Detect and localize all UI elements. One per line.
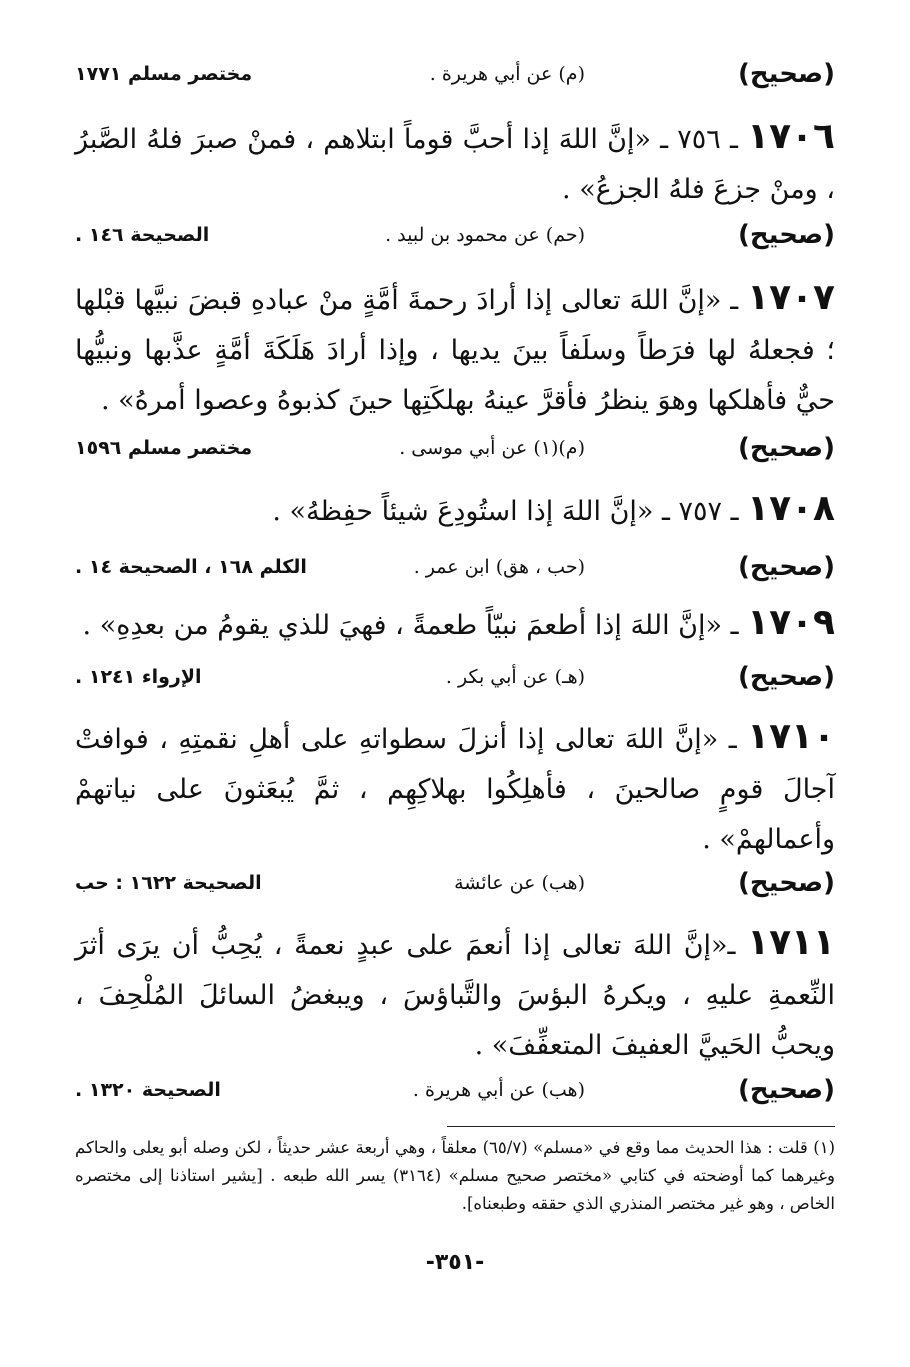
hadith-number: ١٧٠٩ [747, 602, 835, 643]
grade-row [75, 213, 835, 257]
hadith-text [75, 273, 835, 426]
source-attribution: (حب ، هق) ابن عمر . [413, 556, 585, 578]
hadith-number: ١٧٠٦ [747, 116, 835, 157]
hadith-body: ـ «إنَّ اللهَ تعالى إذا أنزلَ سطواتهِ على أهلِ نقمتِهِ ، فوافتْ آجالَ قومٍ صالحينَ ، فأهلِكُوا بهلاكِهِم ، ثمَّ يُبعَثونَ على نياتهمْ وأعمالهمْ» . [75, 724, 835, 855]
grade-label: (صحيح) [738, 552, 835, 582]
grade-row [75, 545, 835, 589]
grade-label: (صحيح) [738, 868, 835, 898]
source-attribution: (هب) عن عائشة [454, 872, 585, 894]
hadith-body: ـ ٧٥٦ ـ «إنَّ اللهَ إذا أحبَّ قوماً ابتلاهم ، فمنْ صبرَ فلهُ الصَّبرُ ، ومنْ جزعَ فلهُ الجزعُ» . [75, 124, 835, 205]
source-attribution: (م) عن أبي هريرة . [429, 63, 585, 85]
hadith-text [75, 484, 835, 537]
hadith-number: ١٧١١ [747, 922, 835, 963]
grade-row [75, 861, 835, 905]
hadith-number: ١٧٠٨ [747, 488, 835, 529]
grade-row [75, 426, 835, 470]
grade-label: (صحيح) [738, 220, 835, 250]
grade-label: (صحيح) [738, 433, 835, 463]
reference: الإرواء ١٢٤١ . [75, 666, 202, 688]
grade-row [75, 655, 835, 699]
hadith-text [75, 918, 835, 1071]
hadith-text [75, 712, 835, 865]
source-attribution: (هـ) عن أبي بكر . [445, 666, 585, 688]
footnote-divider [447, 1126, 835, 1127]
hadith-number: ١٧٠٧ [747, 277, 835, 318]
book-page [75, 0, 835, 1367]
reference: الصحيحة ١٦٢٢ : حب [75, 872, 262, 894]
grade-row [75, 52, 835, 96]
reference: مختصر مسلم ١٥٩٦ [75, 437, 253, 459]
hadith-number: ١٧١٠ [747, 716, 835, 757]
grade-label: (صحيح) [738, 1075, 835, 1105]
source-attribution: (م)(١) عن أبي موسى . [399, 437, 585, 459]
source-attribution: (هب) عن أبي هريرة . [412, 1079, 585, 1101]
grade-row [75, 1068, 835, 1112]
hadith-body: ـ «إنَّ اللهَ إذا أطعمَ نبيّاً طعمةً ، فهيَ للذي يقومُ من بعدِهِ» . [82, 610, 739, 641]
reference: الصحيحة ١٣٢٠ . [75, 1079, 221, 1101]
grade-label: (صحيح) [738, 59, 835, 89]
footnote: (١) قلت : هذا الحديث مما وقع في «مسلم» (٦٥/٧) معلقاً ، وهي أربعة عشر حديثاً ، لكن وصله أبو يعلى والحاكم وغيرهما كما أوضحته في كتابي «مختصر صحيح مسلم» (٣١٦٤) يسر الله طبعه . [يشير استاذنا إلى مختصره الخاص ، وهو غير مختصر المنذري الذي حققه وطبعناه]. [75, 1138, 835, 1213]
source-attribution: (حم) عن محمود بن لبيد . [385, 224, 585, 246]
hadith-body: ـ «إنَّ اللهَ تعالى إذا أرادَ رحمةَ أمَّةٍ منْ عبادهِ قبضَ نبيَّها قبْلها ؛ فجعلهُ لها فرَطاً وسلَفاً بينَ يديها ، وإذا أرادَ هَلَكَةَ أمَّةٍ عذَّبها ونبيُّها حيٌّ فأهلكها وهوَ ينظرُ فأقرَّ عينهُ بهلكَتِها حينَ كذبوهُ وعصوا أمرهُ» . [75, 285, 835, 416]
hadith-text [75, 598, 835, 651]
hadith-text [75, 112, 835, 215]
grade-label: (صحيح) [738, 662, 835, 692]
reference: الصحيحة ١٤٦ . [75, 224, 210, 246]
reference: الكلم ١٦٨ ، الصحيحة ١٤ . [75, 556, 307, 578]
reference: مختصر مسلم ١٧٧١ [75, 63, 253, 85]
page-number: -٣٥١- [425, 1250, 485, 1275]
hadith-body: ـ ٧٥٧ ـ «إنَّ اللهَ إذا استُودِعَ شيئاً حفِظهُ» . [272, 496, 739, 527]
hadith-body: ـ«إنَّ اللهَ تعالى إذا أنعمَ على عبدٍ نعمةً ، يُحِبُّ أن يرَى أثرَ النِّعمةِ عليهِ ، ويكرهُ البؤسَ والتَّباؤسَ ، ويبغضُ السائلَ المُلْحِفَ ، ويحبُّ الحَييَّ العفيفَ المتعفِّفَ» . [75, 930, 835, 1061]
